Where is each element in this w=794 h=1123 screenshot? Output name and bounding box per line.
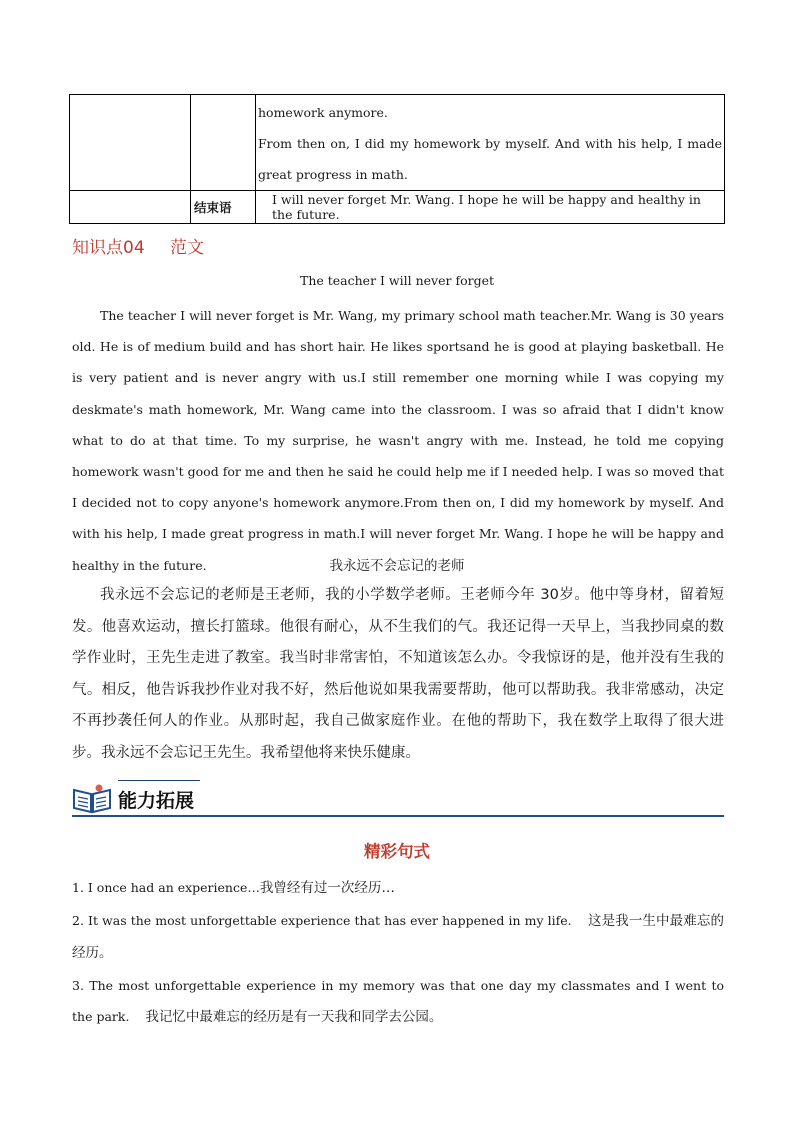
list-item bbox=[72, 905, 724, 970]
knowledge-point-heading bbox=[72, 233, 224, 258]
list-item bbox=[72, 872, 724, 905]
sentence-en: 1. I once had an experience… bbox=[72, 880, 260, 895]
book-icon bbox=[72, 782, 112, 814]
essay-zh-body: 我永远不会忘记的老师是王老师，我的小学数学老师。王老师今年 30岁。他中等身材，留着短发。他喜欢运动，擅长打篮球。他很有耐心，从不生我们的气。我还记得一天早上，当我抄同桌的数学作业时，王先生走进了教室。我当时非常害怕，不知道该怎么办。令我惊讶的是，他并没有生我的气。相反，他告诉我抄作业对我不好，然后他说如果我需要帮助，他可以帮助我。我非常感动，决定不再抄袭任何人的作业。从那时起，我自己做家庭作业。在他的帮助下，我在数学上取得了很大进步。我永远不会忘记王先生。我希望他将来快乐健康。 bbox=[72, 587, 724, 761]
essay-en-title: The teacher I will never forget bbox=[299, 273, 494, 288]
table-cell-body bbox=[256, 95, 725, 191]
knowledge-point-name: 范文 bbox=[170, 238, 205, 258]
sentence-en: 3. The most unforgettable experience in my memory was that one day my classmates and I went to the park. bbox=[72, 977, 724, 1024]
table-cell-empty bbox=[70, 191, 191, 224]
section-header bbox=[72, 776, 724, 818]
subheading: 精彩句式 bbox=[364, 842, 430, 861]
divider bbox=[118, 780, 200, 781]
sentence-zh: 这是我一生中最难忘的经历。 bbox=[72, 912, 724, 961]
table-cell-empty bbox=[191, 95, 256, 191]
table-text-line: homework anymore. bbox=[258, 105, 388, 120]
table-row bbox=[70, 191, 725, 224]
knowledge-point-number: 知识点04 bbox=[72, 238, 145, 258]
table-row-label: 结束语 bbox=[191, 191, 256, 224]
essay-en-body: The teacher I will never forget is Mr. Wang, my primary school math teacher.Mr. Wang is 30 years old. He is of medium build and has short hair. He likes sportsand he is good at playing basketball. He is very patient and is never angry with us.I still remember one morning while I was copying my deskmate's math homework, Mr. Wang came into the classroom. I was so afraid that I didn't know what to do at that time. To my surprise, he wasn't angry with me. Instead, he told me copying homework wasn't good for me and then he said he could help me if I needed help. I was so moved that I decided not to copy anyone's homework anymore.From then on, I did my homework by myself. And with his help, I made great progress in math.I will never forget Mr. Wang. I hope he will be happy and healthy in the future. bbox=[72, 308, 724, 573]
list-item bbox=[72, 970, 724, 1034]
sentence-en: 2. It was the most unforgettable experience that has ever happened in my life. bbox=[72, 912, 572, 928]
essay-zh-title: 我永远不会忘记的老师 bbox=[329, 558, 465, 574]
outline-table bbox=[69, 94, 725, 224]
divider bbox=[72, 815, 724, 817]
sentence-list bbox=[72, 872, 724, 1034]
section-title: 能力拓展 bbox=[118, 790, 195, 812]
table-cell-empty bbox=[70, 95, 191, 191]
table-row bbox=[70, 95, 725, 191]
table-text-line: From then on, I did my homework by myself. And with his help, I made great progress in math. bbox=[258, 136, 722, 182]
table-cell-body: I will never forget Mr. Wang. I hope he will be happy and healthy in the future. bbox=[256, 191, 725, 224]
sentence-zh: 我记忆中最难忘的经历是有一天我和同学去公园。 bbox=[145, 1009, 443, 1025]
sentence-zh: 我曾经有过一次经历… bbox=[259, 880, 395, 896]
